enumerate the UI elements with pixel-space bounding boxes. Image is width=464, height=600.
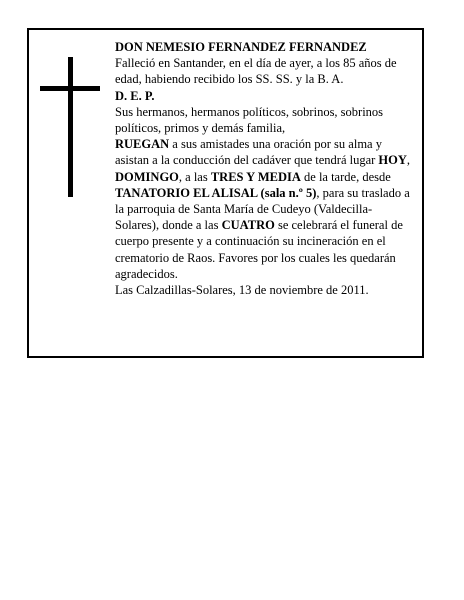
place-date: Las Calzadillas-Solares, 13 de noviembre de 2011. [115,283,369,298]
cross-horizontal-bar [40,86,100,91]
request-keyword: RUEGAN [115,137,170,152]
day-hoy: HOY [378,153,407,168]
day-domingo: DOMINGO [115,169,179,184]
request-text-1: a sus amistades una oración por su alma y asistan a la conducción del cadáver que tendrá lugar [115,137,382,168]
request-paragraph [115,136,415,282]
cross-vertical-bar [68,57,73,197]
closing-text: se celebrará el funeral de cuerpo presente y a continuación su incineración en el crematorio de Raos. Favores por los cuales les quedarán agradecidos. [115,218,403,281]
separator-comma: , [406,153,411,168]
time-suffix: de la tarde, desde [300,169,391,184]
venue-name: TANATORIO EL ALISAL (sala n.º 5) [115,185,317,200]
death-statement: Falleció en Santander, en el día de ayer, a los 85 años de edad, habiendo recibido los SS. SS. y la B. A. [115,56,397,87]
deceased-name: DON NEMESIO FERNANDEZ FERNANDEZ [115,40,367,54]
ceremony-time: TRES Y MEDIA [210,169,301,184]
family-line: Sus hermanos, hermanos políticos, sobrinos, sobrinos políticos, primos y demás familia, [115,104,384,136]
obituary-notice [27,28,424,358]
transfer-text: , para su traslado a la parroquia de Santa María de Cudeyo (Valdecilla-Solares), donde a las [115,185,410,233]
funeral-time: CUATRO [221,218,275,233]
rip-line: D. E. P. [115,88,155,103]
notice-text [115,39,415,298]
time-prefix: , a las [178,169,211,184]
